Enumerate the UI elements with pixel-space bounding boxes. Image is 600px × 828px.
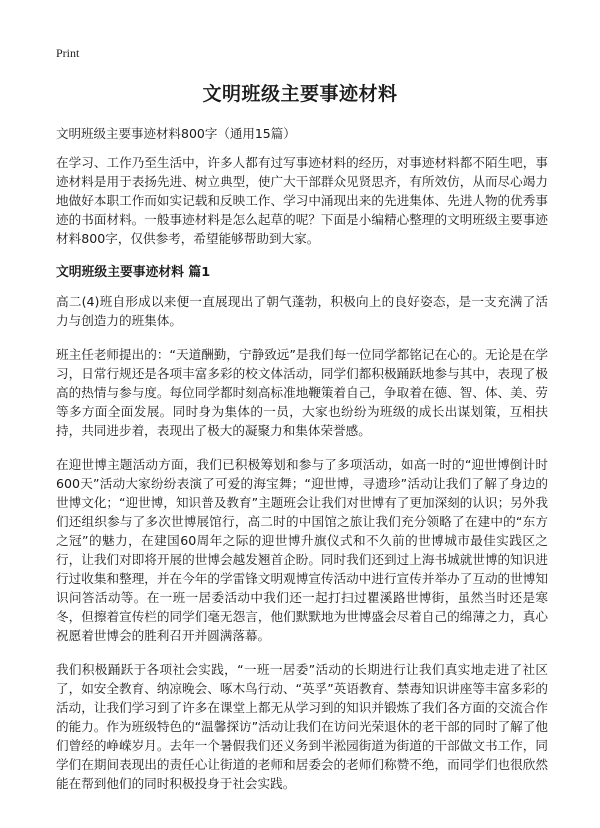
document-subtitle: 文明班级主要事迹材料800字（通用15篇） xyxy=(56,126,296,141)
body-paragraph: 班主任老师提出的：“天道酬勤，宁静致远”是我们每一位同学都铭记在心的。无论是在学习，日常行规还是各项丰富多彩的校文体活动，同学们都积极踊跃地参与其中，表现了极高的热情与参与度。每位同学都时刻高标准地鞭策着自己，争取着在德、智、体、美、劳等多方面全面发展。同时身为集体的一员，大家也纷纷为班级的成长出谋划策，互相扶持，共同进步着，表现出了极大的凝聚力和集体荣誉感。 xyxy=(56,347,548,438)
body-paragraph: 高二(4)班自形成以来便一直展现出了朝气蓬勃，积极向上的良好姿态，是一支充满了活力与创造力的班集体。 xyxy=(56,294,548,328)
print-link[interactable]: Print xyxy=(56,46,80,60)
section-heading: 文明班级主要事迹材料 篇1 xyxy=(56,265,211,280)
page-title: 文明班级主要事迹材料 xyxy=(202,83,398,105)
body-paragraph: 在迎世博主题活动方面，我们已积极筹划和参与了多项活动，如高一时的“迎世博倒计时600天”活动大家纷纷表演了可爱的海宝舞；“迎世博，寻遗珍”活动让我们了解了身边的世博文化；“迎世博，知识普及教育”主题班会让我们对世博有了更加深刻的认识；另外我们还组织参与了多次世博展馆行，高二时的中国馆之旅让我们充分领略了在建中的“东方之冠”的魅力，在建国60周年之际的迎世博升旗仪式和不久前的世博城市最佳实践区之行，让我们对即将开展的世博会越发翘首企盼。同时我们还到过上海书城就世博的知识进行过收集和整理，并在今年的学雷锋文明观博宣传活动中进行宣传并举办了互动的世博知识问答活动等。在一班一居委活动中我们还一起打扫过瞿溪路世博街，虽然当时还是寒冬，但擦着宣传栏的同学们毫无怨言，他们默默地为世博盛会尽着自己的绵薄之力，真心祝愿着世博会的胜利召开并圆满落幕。 xyxy=(56,457,548,643)
intro-paragraph: 在学习、工作乃至生活中，许多人都有过写事迹材料的经历，对事迹材料都不陌生吧，事迹材料是用于表扬先进、树立典型，使广大干部群众见贤思齐，有所效仿，从而尽心竭力地做好本职工作而如实记载和反映工作、学习中涌现出来的先进集体、先进人物的优秀事迹的书面材料。一般事迹材料是怎么起草的呢？下面是小编精心整理的文明班级主要事迹材料800字，仅供参考，希望能够帮助到大家。 xyxy=(56,155,548,246)
document-body xyxy=(56,153,548,808)
body-paragraph: 我们积极踊跃于各项社会实践，“一班一居委”活动的长期进行让我们真实地走进了社区了，如安全教育、纳凉晚会、啄木鸟行动、“英孚”英语教育、禁毒知识讲座等丰富多彩的活动，让我们学习到了许多在课堂上都无从学习到的知识并锻炼了我们各方面的交流合作的能力。作为班级特色的“温馨探访”活动让我们在访问光荣退休的老干部的同时了解了他们曾经的峥嵘岁月。去年一个暑假我们还义务到半淞园街道为街道的干部做文书工作，同学们在期间表现出的责任心让街道的老师和居委会的老师们称赞不绝，而同学们也很欣然能在帮到他们的同时积极投身于社会实践。 xyxy=(56,662,548,791)
